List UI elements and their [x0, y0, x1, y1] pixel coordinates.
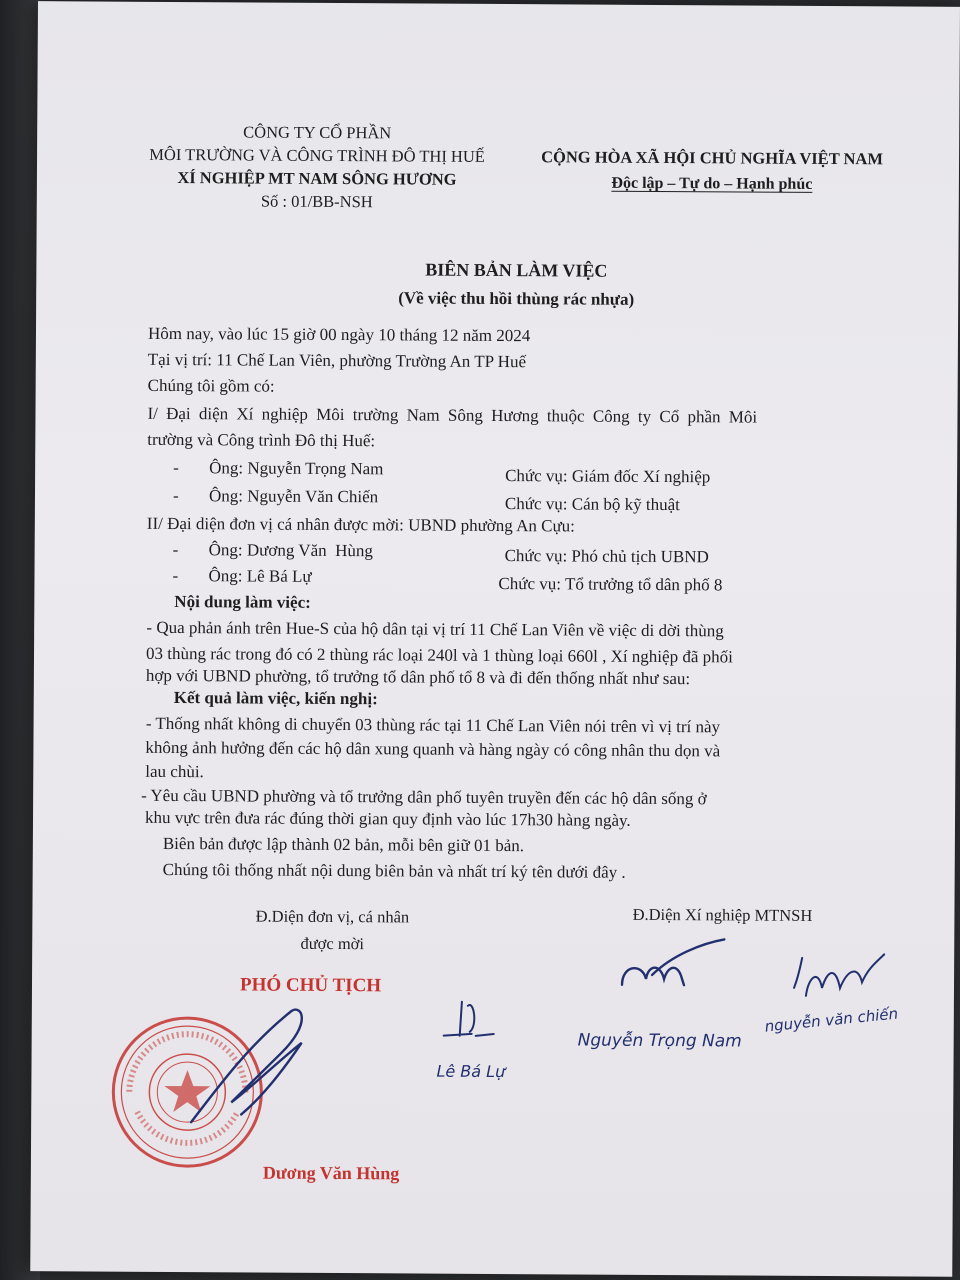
issuer-header	[137, 120, 498, 214]
document-page	[30, 1, 960, 1277]
vice-chair-name: Dương Văn Hùng	[262, 1162, 400, 1184]
left-signatory-caption	[222, 902, 442, 957]
left-signatory-line1: Đ.Diện đơn vị, cá nhân	[255, 906, 410, 927]
content-paragraph-line: 03 thùng rác trong đó có 2 thùng rác loại 240l và 1 thùng loại 660l , Xí nghiệp đã phối	[145, 643, 733, 667]
left-signatory-line2: được mời	[300, 933, 365, 954]
list-bullet: -	[173, 458, 179, 478]
person-name: Ông: Nguyễn Văn Chiến	[208, 486, 379, 507]
meeting-time: Hôm nay, vào lúc 15 giờ 00 ngày 10 tháng 12 năm 2024	[147, 323, 531, 346]
meeting-location: Tại vị trí: 11 Chế Lan Viên, phường Trường An TP Huế	[147, 349, 527, 372]
copies-statement: Biên bản được lập thành 02 bản, mỗi bên giữ 01 bản.	[162, 833, 525, 856]
results-paragraph-line: - Yêu cầu UBND phường và tổ trưởng dân phố tuyên truyền đến các hộ dân sống ở	[141, 785, 707, 809]
results-paragraph-line: không ảnh hưởng đến các hộ dân xung quanh và hàng ngày có công nhân thu dọn và	[145, 737, 721, 761]
content-heading: Nội dung làm việc:	[174, 592, 311, 612]
enterprise-name: XÍ NGHIỆP MT NAM SÔNG HƯƠNG	[177, 168, 457, 189]
list-bullet: -	[172, 486, 179, 506]
vice-chair-signature-icon	[181, 1002, 332, 1133]
person-role: Chức vụ: Tổ trưởng tổ dân phố 8	[498, 574, 723, 595]
national-motto: Độc lập – Tự do – Hạnh phúc	[611, 174, 813, 193]
handwritten-nguyen-trong-nam: Nguyễn Trọng Nam	[577, 1030, 742, 1052]
members-intro: Chúng tôi gồm có:	[147, 375, 275, 396]
handwritten-le-ba-lu: Lê Bá Lự	[436, 1061, 506, 1082]
party2-heading: II/ Đại diện đơn vị cá nhân được mời: UBND phường An Cựu:	[146, 513, 575, 536]
person-role: Chức vụ: Cán bộ kỹ thuật	[504, 494, 680, 515]
document-number: Số : 01/BB-NSH	[260, 191, 373, 212]
list-bullet: -	[172, 566, 179, 586]
company-name: MÔI TRƯỜNG VÀ CÔNG TRÌNH ĐÔ THỊ HUẾ	[149, 144, 485, 166]
le-ba-lu-signature-icon	[432, 996, 502, 1046]
results-heading: Kết quả làm việc, kiến nghị:	[173, 688, 378, 709]
document-subtitle: (Về việc thu hồi thùng rác nhựa)	[398, 288, 635, 309]
person-name: Ông: Lê Bá Lự	[208, 566, 312, 586]
list-bullet: -	[172, 540, 179, 560]
nguyen-van-chien-signature-icon	[788, 948, 888, 1009]
vice-chair-title: PHÓ CHỦ TỊCH	[239, 974, 382, 997]
results-paragraph-line: khu vực trên đưa rác đúng thời gian quy định vào lúc 17h30 hàng ngày.	[144, 807, 631, 830]
handwritten-nguyen-van-chien: nguyễn văn chiến	[763, 1004, 899, 1036]
results-paragraph-line: lau chùi.	[145, 761, 204, 782]
agreement-statement: Chúng tôi thống nhất nội dung biên bản và nhất trí ký tên dưới đây .	[162, 859, 626, 882]
person-name: Ông: Nguyễn Trọng Nam	[209, 458, 384, 479]
person-role: Chức vụ: Giám đốc Xí nghiệp	[505, 466, 711, 487]
content-paragraph-line: - Qua phản ánh trên Hue-S của hộ dân tại vị trí 11 Chế Lan Viên về việc di dời thùng	[142, 617, 724, 641]
person-name: Ông: Dương Văn Hùng	[208, 540, 373, 561]
document-title: BIÊN BẢN LÀM VIỆC	[425, 259, 608, 281]
party1-heading-line1: I/ Đại diện Xí nghiệp Môi trường Nam Sông Hương thuộc Công ty Cổ phần Môi	[147, 403, 758, 427]
right-signatory-caption: Đ.Diện Xí nghiệp MTNSH	[632, 904, 813, 925]
party1-heading-line2: trường và Công trình Đô thị Huế:	[147, 429, 376, 451]
content-paragraph-line: hợp với UBND phường, tổ trưởng tổ dân phố tổ 8 và đi đến thống nhất như sau:	[145, 665, 691, 689]
nguyen-trong-nam-signature-icon	[612, 935, 732, 1006]
results-paragraph-line: - Thống nhất không di chuyển 03 thùng rác tại 11 Chế Lan Viên nói trên vì vị trí này	[141, 713, 721, 737]
company-type: CÔNG TY CỔ PHẦN	[243, 122, 392, 143]
person-role: Chức vụ: Phó chủ tịch UBND	[504, 546, 709, 567]
national-header	[507, 144, 917, 199]
country-name: CỘNG HÒA XÃ HỘI CHỦ NGHĨA VIỆT NAM	[541, 147, 884, 169]
